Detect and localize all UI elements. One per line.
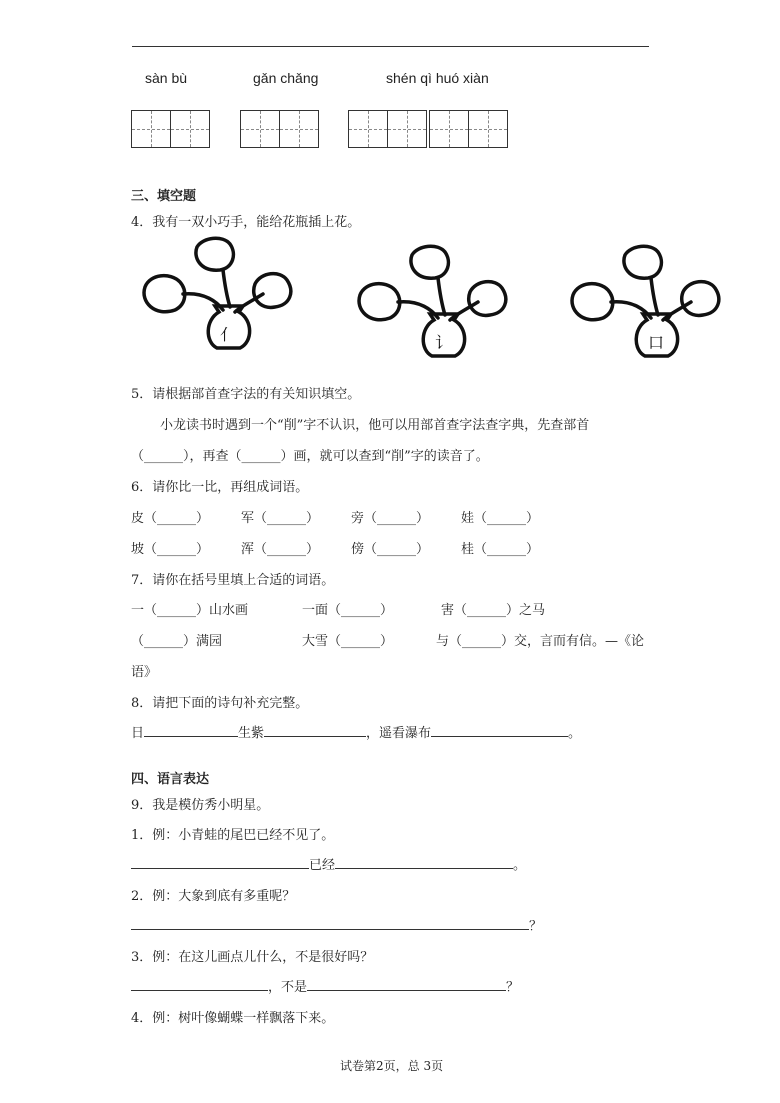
answer-line-1 xyxy=(131,854,526,873)
poem-part-1: 日 xyxy=(131,726,145,741)
example-1: 1．例：小青蛙的尾巴已经不见了。 xyxy=(131,828,335,843)
compare-word[interactable]: 浑（______） xyxy=(241,542,320,557)
poem-part-3: ，遥看瀑布 xyxy=(366,726,432,741)
fill-phrase[interactable]: 大雪（______） xyxy=(302,634,394,649)
answer-line-3 xyxy=(131,976,519,995)
fill-phrase-cont: 语》 xyxy=(131,665,158,680)
question-6: 6．请你比一比，再组成词语。 xyxy=(131,480,309,495)
vase-flower-icon xyxy=(135,232,320,357)
answer-line-2 xyxy=(131,915,542,934)
poem-blank-2[interactable] xyxy=(264,724,366,737)
pinyin-word-3: shén qì huó xiàn xyxy=(386,70,489,86)
answer-1-mid: 已经 xyxy=(309,858,336,873)
fill-phrase[interactable]: 害（______）之马 xyxy=(441,603,546,618)
fill-phrase[interactable]: 一面（______） xyxy=(302,603,394,618)
vase-flower-icon xyxy=(563,240,748,365)
answer-3-mid: ，不是 xyxy=(268,980,308,995)
answer-blank[interactable] xyxy=(131,978,268,991)
vase-radical-1: 亻 xyxy=(219,325,237,344)
answer-1-end: 。 xyxy=(513,858,527,873)
vase-radical-3: 口 xyxy=(647,333,665,352)
question-5: 5．请根据部首查字法的有关知识填空。 xyxy=(131,387,361,402)
top-rule xyxy=(132,46,649,47)
section-3-title: 三、填空题 xyxy=(131,189,197,204)
question-9: 9．我是模仿秀小明星。 xyxy=(131,798,270,813)
poem-part-2: 生紫 xyxy=(238,726,265,741)
poem-part-4: 。 xyxy=(568,726,582,741)
section-4-title: 四、语言表达 xyxy=(131,772,210,787)
writing-grid-1[interactable] xyxy=(131,110,210,148)
pinyin-word-2: gǎn chǎng xyxy=(253,70,319,86)
example-3: 3．例：在这儿画点儿什么，不是很好吗？ xyxy=(131,950,374,965)
compare-word[interactable]: 皮（______） xyxy=(131,511,210,526)
example-2: 2．例：大象到底有多重呢？ xyxy=(131,889,296,904)
compare-word[interactable]: 娃（______） xyxy=(461,511,540,526)
compare-word[interactable]: 坡（______） xyxy=(131,542,210,557)
vase-flower-icon xyxy=(350,240,535,365)
question-7: 7．请你在括号里填上合适的词语。 xyxy=(131,573,335,588)
question-4: 4．我有一双小巧手，能给花瓶插上花。 xyxy=(131,215,361,230)
compare-word[interactable]: 桂（______） xyxy=(461,542,540,557)
writing-grid-2[interactable] xyxy=(240,110,319,148)
answer-3-end: ？ xyxy=(506,980,520,995)
writing-grid-3a[interactable] xyxy=(348,110,427,148)
compare-word[interactable]: 傍（______） xyxy=(351,542,430,557)
page-footer: 试卷第2页，总 3页 xyxy=(340,1059,444,1073)
example-4: 4．例：树叶像蝴蝶一样飘落下来。 xyxy=(131,1011,335,1026)
compare-word[interactable]: 旁（______） xyxy=(351,511,430,526)
answer-blank[interactable] xyxy=(131,856,309,869)
poem-line xyxy=(131,722,581,741)
compare-word[interactable]: 军（______） xyxy=(241,511,320,526)
vase-radical-2: 讠 xyxy=(434,333,452,352)
answer-2-end: ？ xyxy=(529,919,543,934)
question-8: 8．请把下面的诗句补充完整。 xyxy=(131,696,309,711)
question-5-line-1: 小龙读书时遇到一个“削”字不认识，他可以用部首查字法查字典，先查部首 xyxy=(160,418,590,433)
question-5-line-2[interactable]: （______），再查（______）画，就可以查到“削”字的读音了。 xyxy=(131,449,489,464)
fill-phrase[interactable]: 一（______）山水画 xyxy=(131,603,249,618)
answer-blank[interactable] xyxy=(131,917,529,930)
pinyin-word-1: sàn bù xyxy=(145,70,188,86)
fill-phrase[interactable]: （______）满园 xyxy=(131,634,223,649)
fill-phrase[interactable]: 与（______）交，言而有信。—《论 xyxy=(436,634,645,649)
writing-grid-3b[interactable] xyxy=(429,110,508,148)
poem-blank-3[interactable] xyxy=(431,724,568,737)
answer-blank[interactable] xyxy=(307,978,506,991)
answer-blank[interactable] xyxy=(335,856,513,869)
poem-blank-1[interactable] xyxy=(144,724,238,737)
